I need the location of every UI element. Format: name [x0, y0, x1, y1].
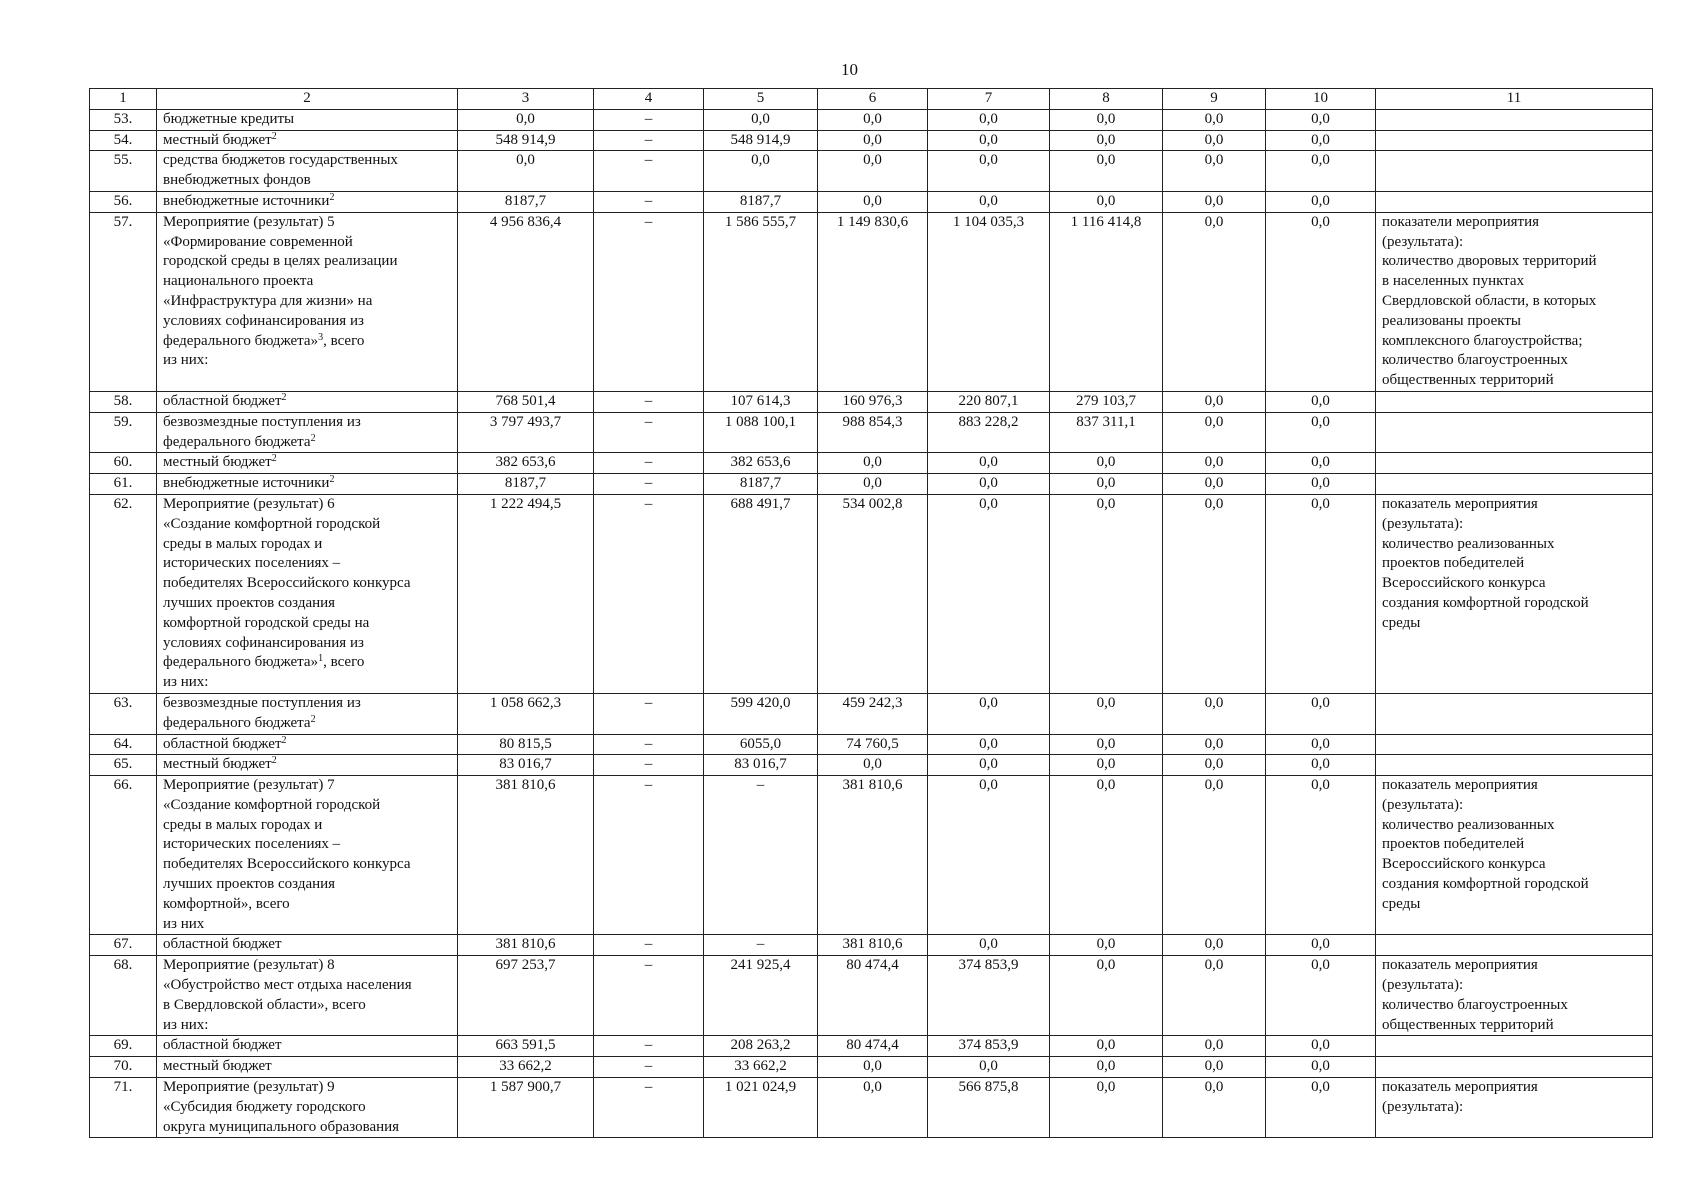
indicator-cell — [1376, 412, 1653, 453]
row-description — [157, 109, 458, 130]
value-cell-col-9: 0,0 — [1163, 935, 1266, 956]
table-row — [90, 755, 1653, 776]
value-cell-col-5: 688 491,7 — [704, 494, 818, 693]
value-cell-col-9: 0,0 — [1163, 734, 1266, 755]
value-cell-col-5: – — [704, 776, 818, 935]
table-row — [90, 151, 1653, 192]
table-row — [90, 412, 1653, 453]
footnote-marker: 2 — [329, 474, 335, 486]
description-text-tail: , всего из них: — [163, 654, 365, 691]
footnote-marker: 2 — [271, 453, 277, 465]
description-text: областной бюджет — [163, 1037, 282, 1054]
value-cell-col-4: – — [594, 755, 704, 776]
value-cell-col-9: 0,0 — [1163, 212, 1266, 391]
value-cell-col-9: 0,0 — [1163, 1036, 1266, 1057]
value-cell-col-5: 548 914,9 — [704, 130, 818, 151]
value-cell-col-7: 0,0 — [928, 453, 1050, 474]
value-cell-col-4: – — [594, 956, 704, 1036]
table-row — [90, 109, 1653, 130]
value-cell-col-4: – — [594, 474, 704, 495]
table-row — [90, 734, 1653, 755]
table-row — [90, 693, 1653, 734]
row-number: 57. — [90, 212, 157, 391]
value-cell-col-10: 0,0 — [1266, 1078, 1376, 1138]
description-text: Мероприятие (результат) 7 «Создание комфортной городской среды в малых городах и исторических поселениях – победителях Всероссийского конкурса лучших проектов создания комфортной», всего из них — [163, 777, 411, 932]
value-cell-col-8: 0,0 — [1050, 1057, 1163, 1078]
value-cell-col-8: 837 311,1 — [1050, 412, 1163, 453]
row-number: 58. — [90, 391, 157, 412]
indicator-cell — [1376, 1036, 1653, 1057]
value-cell-col-10: 0,0 — [1266, 453, 1376, 474]
description-text: Мероприятие (результат) 8 «Обустройство мест отдыха населения в Свердловской области», всего из них: — [163, 957, 412, 1033]
value-cell-col-7: 0,0 — [928, 776, 1050, 935]
indicator-cell: показатель мероприятия (результата): количество благоустроенных общественных территорий — [1376, 956, 1653, 1036]
row-number: 64. — [90, 734, 157, 755]
value-cell-col-3: 1 587 900,7 — [458, 1078, 594, 1138]
table-row — [90, 1078, 1653, 1138]
value-cell-col-9: 0,0 — [1163, 412, 1266, 453]
description-text: Мероприятие (результат) 9 «Субсидия бюджету городского округа муниципального образования — [163, 1079, 400, 1135]
value-cell-col-6: 160 976,3 — [818, 391, 928, 412]
footnote-marker: 2 — [310, 713, 316, 725]
row-description — [157, 935, 458, 956]
value-cell-col-7: 0,0 — [928, 693, 1050, 734]
indicator-cell — [1376, 391, 1653, 412]
row-description — [157, 1057, 458, 1078]
value-cell-col-10: 0,0 — [1266, 391, 1376, 412]
value-cell-col-7: 0,0 — [928, 474, 1050, 495]
value-cell-col-5: 83 016,7 — [704, 755, 818, 776]
indicator-cell — [1376, 109, 1653, 130]
value-cell-col-7: 0,0 — [928, 734, 1050, 755]
value-cell-col-5: 599 420,0 — [704, 693, 818, 734]
value-cell-col-4: – — [594, 453, 704, 474]
value-cell-col-6: 534 002,8 — [818, 494, 928, 693]
indicator-cell — [1376, 191, 1653, 212]
indicator-cell — [1376, 1057, 1653, 1078]
indicator-cell — [1376, 474, 1653, 495]
value-cell-col-3: 0,0 — [458, 151, 594, 192]
row-number: 53. — [90, 109, 157, 130]
table-header-row — [90, 89, 1653, 110]
value-cell-col-6: 0,0 — [818, 1057, 928, 1078]
value-cell-col-9: 0,0 — [1163, 776, 1266, 935]
value-cell-col-4: – — [594, 1078, 704, 1138]
value-cell-col-5: 1 088 100,1 — [704, 412, 818, 453]
value-cell-col-10: 0,0 — [1266, 212, 1376, 391]
row-number: 67. — [90, 935, 157, 956]
value-cell-col-6: 0,0 — [818, 191, 928, 212]
footnote-marker: 2 — [271, 755, 277, 767]
row-description — [157, 130, 458, 151]
table-row — [90, 494, 1653, 693]
value-cell-col-4: – — [594, 212, 704, 391]
row-description — [157, 755, 458, 776]
row-number: 61. — [90, 474, 157, 495]
table-body — [90, 89, 1653, 1138]
value-cell-col-6: 80 474,4 — [818, 956, 928, 1036]
value-cell-col-4: – — [594, 935, 704, 956]
value-cell-col-4: – — [594, 151, 704, 192]
table-row — [90, 956, 1653, 1036]
description-text: бюджетные кредиты — [163, 110, 295, 127]
value-cell-col-3: 381 810,6 — [458, 935, 594, 956]
value-cell-col-8: 0,0 — [1050, 1036, 1163, 1057]
row-number: 70. — [90, 1057, 157, 1078]
value-cell-col-7: 374 853,9 — [928, 956, 1050, 1036]
table-row — [90, 191, 1653, 212]
value-cell-col-9: 0,0 — [1163, 453, 1266, 474]
value-cell-col-8: 1 116 414,8 — [1050, 212, 1163, 391]
value-cell-col-10: 0,0 — [1266, 956, 1376, 1036]
indicator-cell — [1376, 453, 1653, 474]
value-cell-col-4: – — [594, 734, 704, 755]
column-header: 1 — [90, 89, 157, 110]
row-description — [157, 494, 458, 693]
value-cell-col-8: 0,0 — [1050, 935, 1163, 956]
description-text: местный бюджет — [163, 1058, 272, 1075]
value-cell-col-5: 33 662,2 — [704, 1057, 818, 1078]
value-cell-col-5: 208 263,2 — [704, 1036, 818, 1057]
footnote-marker: 2 — [281, 734, 287, 746]
value-cell-col-4: – — [594, 391, 704, 412]
table-row — [90, 935, 1653, 956]
indicator-cell — [1376, 693, 1653, 734]
column-header: 10 — [1266, 89, 1376, 110]
value-cell-col-5: 6055,0 — [704, 734, 818, 755]
value-cell-col-9: 0,0 — [1163, 391, 1266, 412]
row-number: 66. — [90, 776, 157, 935]
indicator-cell: показатель мероприятия (результата): количество реализованных проектов победителей Всероссийского конкурса создания комфортной городской среды — [1376, 776, 1653, 935]
column-header: 11 — [1376, 89, 1653, 110]
description-text: местный бюджет — [163, 756, 272, 773]
value-cell-col-4: – — [594, 693, 704, 734]
column-header: 3 — [458, 89, 594, 110]
footnote-marker: 2 — [310, 432, 316, 444]
description-text: Мероприятие (результат) 5 «Формирование современной городской среды в целях реализации национального проекта «Инфраструктура для жизни» на условиях софинансирования из федерального бюджета» — [163, 213, 398, 349]
value-cell-col-3: 4 956 836,4 — [458, 212, 594, 391]
row-number: 56. — [90, 191, 157, 212]
footnote-marker: 2 — [329, 191, 335, 203]
row-number: 60. — [90, 453, 157, 474]
value-cell-col-4: – — [594, 412, 704, 453]
value-cell-col-3: 663 591,5 — [458, 1036, 594, 1057]
value-cell-col-10: 0,0 — [1266, 109, 1376, 130]
row-number: 55. — [90, 151, 157, 192]
row-description — [157, 412, 458, 453]
value-cell-col-7: 0,0 — [928, 130, 1050, 151]
value-cell-col-9: 0,0 — [1163, 693, 1266, 734]
value-cell-col-3: 382 653,6 — [458, 453, 594, 474]
value-cell-col-3: 697 253,7 — [458, 956, 594, 1036]
value-cell-col-7: 883 228,2 — [928, 412, 1050, 453]
value-cell-col-7: 566 875,8 — [928, 1078, 1050, 1138]
value-cell-col-6: 381 810,6 — [818, 776, 928, 935]
description-text: средства бюджетов государственных внебюджетных фондов — [163, 152, 398, 189]
value-cell-col-10: 0,0 — [1266, 776, 1376, 935]
indicator-cell: показатель мероприятия (результата): — [1376, 1078, 1653, 1138]
value-cell-col-9: 0,0 — [1163, 494, 1266, 693]
value-cell-col-7: 0,0 — [928, 191, 1050, 212]
row-number: 68. — [90, 956, 157, 1036]
value-cell-col-8: 0,0 — [1050, 151, 1163, 192]
value-cell-col-9: 0,0 — [1163, 130, 1266, 151]
row-number: 65. — [90, 755, 157, 776]
value-cell-col-6: 0,0 — [818, 474, 928, 495]
value-cell-col-3: 83 016,7 — [458, 755, 594, 776]
column-header: 7 — [928, 89, 1050, 110]
row-description — [157, 1036, 458, 1057]
indicator-cell: показатели мероприятия (результата): количество дворовых территорий в населенных пунктах Свердловской области, в которых реализованы проекты комплексного благоустройства; количество благоустроенных общественных территорий — [1376, 212, 1653, 391]
value-cell-col-3: 768 501,4 — [458, 391, 594, 412]
table-row — [90, 1057, 1653, 1078]
value-cell-col-6: 80 474,4 — [818, 1036, 928, 1057]
description-text: безвозмездные поступления из федерального бюджета — [163, 413, 361, 450]
value-cell-col-7: 1 104 035,3 — [928, 212, 1050, 391]
row-number: 54. — [90, 130, 157, 151]
value-cell-col-3: 548 914,9 — [458, 130, 594, 151]
value-cell-col-8: 0,0 — [1050, 453, 1163, 474]
row-description — [157, 734, 458, 755]
row-description — [157, 956, 458, 1036]
table-row — [90, 212, 1653, 391]
value-cell-col-8: 279 103,7 — [1050, 391, 1163, 412]
value-cell-col-6: 74 760,5 — [818, 734, 928, 755]
value-cell-col-4: – — [594, 191, 704, 212]
indicator-cell — [1376, 130, 1653, 151]
value-cell-col-7: 0,0 — [928, 755, 1050, 776]
value-cell-col-4: – — [594, 130, 704, 151]
page-number: 10 — [841, 60, 858, 79]
indicator-cell — [1376, 734, 1653, 755]
value-cell-col-10: 0,0 — [1266, 935, 1376, 956]
value-cell-col-7: 0,0 — [928, 109, 1050, 130]
description-text: Мероприятие (результат) 6 «Создание комфортной городской среды в малых городах и исторических поселениях – победителях Всероссийского конкурса лучших проектов создания комфортной городской среды на условиях софинансирования из федерального бюджета» — [163, 495, 411, 671]
value-cell-col-9: 0,0 — [1163, 151, 1266, 192]
value-cell-col-8: 0,0 — [1050, 776, 1163, 935]
value-cell-col-7: 0,0 — [928, 494, 1050, 693]
value-cell-col-6: 988 854,3 — [818, 412, 928, 453]
value-cell-col-5: 1 586 555,7 — [704, 212, 818, 391]
value-cell-col-4: – — [594, 494, 704, 693]
value-cell-col-8: 0,0 — [1050, 755, 1163, 776]
row-number: 63. — [90, 693, 157, 734]
value-cell-col-9: 0,0 — [1163, 474, 1266, 495]
value-cell-col-5: 8187,7 — [704, 191, 818, 212]
description-text: областной бюджет — [163, 392, 282, 409]
description-text: внебюджетные источники — [163, 192, 330, 209]
footnote-marker: 2 — [271, 130, 277, 142]
value-cell-col-5: 382 653,6 — [704, 453, 818, 474]
value-cell-col-8: 0,0 — [1050, 109, 1163, 130]
row-description — [157, 474, 458, 495]
indicator-cell: показатель мероприятия (результата): количество реализованных проектов победителей Всероссийского конкурса создания комфортной городской среды — [1376, 494, 1653, 693]
description-text: областной бюджет — [163, 936, 282, 953]
indicator-cell — [1376, 755, 1653, 776]
value-cell-col-10: 0,0 — [1266, 494, 1376, 693]
table-row — [90, 1036, 1653, 1057]
footnote-marker: 1 — [318, 653, 324, 665]
value-cell-col-9: 0,0 — [1163, 1078, 1266, 1138]
value-cell-col-6: 0,0 — [818, 453, 928, 474]
value-cell-col-10: 0,0 — [1266, 191, 1376, 212]
description-text: местный бюджет — [163, 131, 272, 148]
footnote-marker: 3 — [318, 331, 324, 343]
column-header: 6 — [818, 89, 928, 110]
value-cell-col-8: 0,0 — [1050, 956, 1163, 1036]
column-header: 8 — [1050, 89, 1163, 110]
column-header: 2 — [157, 89, 458, 110]
value-cell-col-6: 0,0 — [818, 151, 928, 192]
value-cell-col-5: 241 925,4 — [704, 956, 818, 1036]
value-cell-col-6: 0,0 — [818, 109, 928, 130]
value-cell-col-9: 0,0 — [1163, 191, 1266, 212]
table-row — [90, 776, 1653, 935]
indicator-cell — [1376, 935, 1653, 956]
row-number: 71. — [90, 1078, 157, 1138]
row-number: 59. — [90, 412, 157, 453]
description-text: безвозмездные поступления из федерального бюджета — [163, 694, 361, 731]
value-cell-col-10: 0,0 — [1266, 734, 1376, 755]
value-cell-col-5: 107 614,3 — [704, 391, 818, 412]
value-cell-col-3: 33 662,2 — [458, 1057, 594, 1078]
table-row — [90, 474, 1653, 495]
row-number: 69. — [90, 1036, 157, 1057]
value-cell-col-8: 0,0 — [1050, 494, 1163, 693]
value-cell-col-8: 0,0 — [1050, 130, 1163, 151]
value-cell-col-7: 220 807,1 — [928, 391, 1050, 412]
value-cell-col-5: 0,0 — [704, 151, 818, 192]
description-text: областной бюджет — [163, 735, 282, 752]
value-cell-col-5: – — [704, 935, 818, 956]
description-text-tail: , всего из них: — [163, 332, 365, 369]
description-text: местный бюджет — [163, 454, 272, 471]
row-description — [157, 191, 458, 212]
value-cell-col-10: 0,0 — [1266, 693, 1376, 734]
row-description — [157, 391, 458, 412]
column-header: 9 — [1163, 89, 1266, 110]
value-cell-col-6: 0,0 — [818, 1078, 928, 1138]
indicator-cell — [1376, 151, 1653, 192]
value-cell-col-6: 0,0 — [818, 755, 928, 776]
value-cell-col-4: – — [594, 776, 704, 935]
value-cell-col-7: 374 853,9 — [928, 1036, 1050, 1057]
value-cell-col-6: 1 149 830,6 — [818, 212, 928, 391]
row-description — [157, 693, 458, 734]
value-cell-col-6: 381 810,6 — [818, 935, 928, 956]
value-cell-col-3: 80 815,5 — [458, 734, 594, 755]
column-header: 4 — [594, 89, 704, 110]
value-cell-col-6: 0,0 — [818, 130, 928, 151]
value-cell-col-10: 0,0 — [1266, 1036, 1376, 1057]
value-cell-col-3: 8187,7 — [458, 474, 594, 495]
value-cell-col-3: 381 810,6 — [458, 776, 594, 935]
table-row — [90, 453, 1653, 474]
value-cell-col-10: 0,0 — [1266, 130, 1376, 151]
value-cell-col-3: 1 058 662,3 — [458, 693, 594, 734]
value-cell-col-9: 0,0 — [1163, 956, 1266, 1036]
value-cell-col-8: 0,0 — [1050, 693, 1163, 734]
value-cell-col-5: 1 021 024,9 — [704, 1078, 818, 1138]
value-cell-col-4: – — [594, 109, 704, 130]
value-cell-col-7: 0,0 — [928, 151, 1050, 192]
table-row — [90, 130, 1653, 151]
budget-table — [89, 88, 1653, 1138]
value-cell-col-9: 0,0 — [1163, 755, 1266, 776]
description-text: внебюджетные источники — [163, 475, 330, 492]
value-cell-col-10: 0,0 — [1266, 474, 1376, 495]
table-row — [90, 391, 1653, 412]
value-cell-col-10: 0,0 — [1266, 412, 1376, 453]
value-cell-col-6: 459 242,3 — [818, 693, 928, 734]
row-description — [157, 453, 458, 474]
footnote-marker: 2 — [281, 391, 287, 403]
value-cell-col-4: – — [594, 1057, 704, 1078]
value-cell-col-7: 0,0 — [928, 935, 1050, 956]
value-cell-col-7: 0,0 — [928, 1057, 1050, 1078]
value-cell-col-8: 0,0 — [1050, 734, 1163, 755]
value-cell-col-5: 0,0 — [704, 109, 818, 130]
value-cell-col-9: 0,0 — [1163, 109, 1266, 130]
value-cell-col-8: 0,0 — [1050, 191, 1163, 212]
value-cell-col-3: 1 222 494,5 — [458, 494, 594, 693]
row-description — [157, 212, 458, 391]
value-cell-col-10: 0,0 — [1266, 1057, 1376, 1078]
value-cell-col-8: 0,0 — [1050, 474, 1163, 495]
value-cell-col-3: 3 797 493,7 — [458, 412, 594, 453]
value-cell-col-10: 0,0 — [1266, 151, 1376, 192]
row-description — [157, 151, 458, 192]
value-cell-col-9: 0,0 — [1163, 1057, 1266, 1078]
value-cell-col-10: 0,0 — [1266, 755, 1376, 776]
value-cell-col-4: – — [594, 1036, 704, 1057]
row-description — [157, 776, 458, 935]
value-cell-col-3: 8187,7 — [458, 191, 594, 212]
value-cell-col-8: 0,0 — [1050, 1078, 1163, 1138]
value-cell-col-5: 8187,7 — [704, 474, 818, 495]
column-header: 5 — [704, 89, 818, 110]
row-number: 62. — [90, 494, 157, 693]
row-description — [157, 1078, 458, 1138]
value-cell-col-3: 0,0 — [458, 109, 594, 130]
